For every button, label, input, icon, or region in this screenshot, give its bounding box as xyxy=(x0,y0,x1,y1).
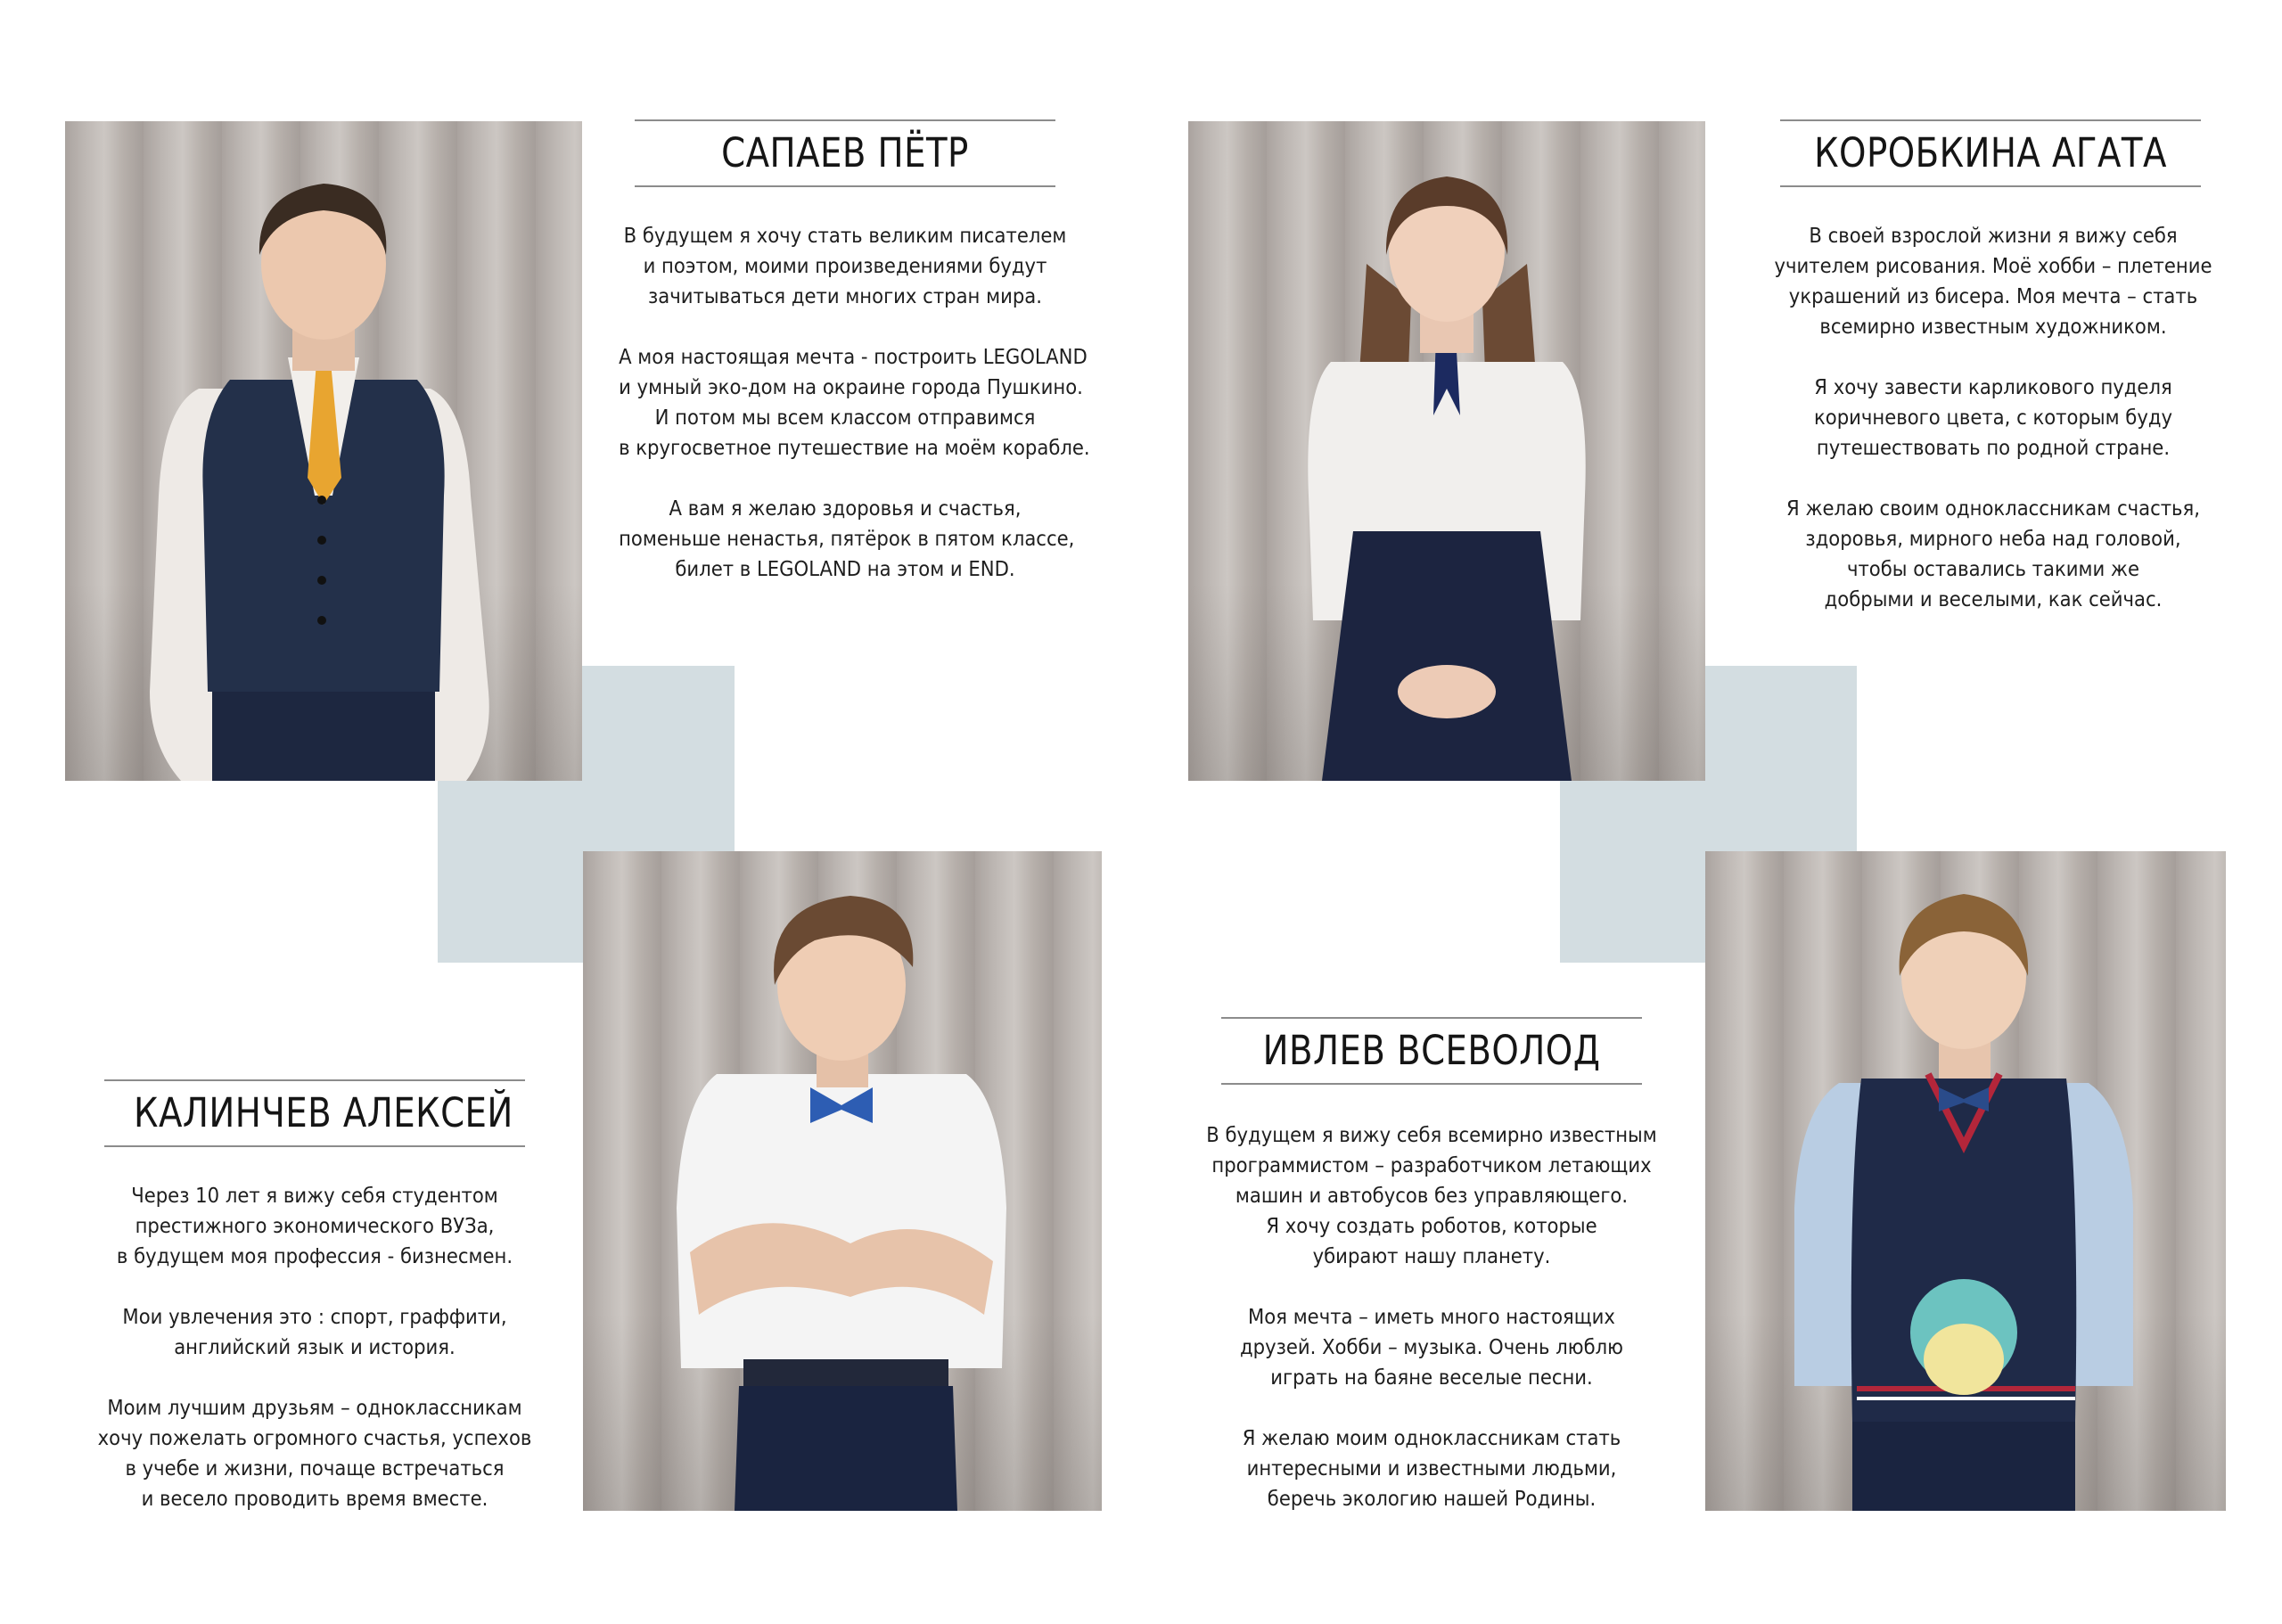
bio-ivlev xyxy=(1186,1120,1678,1545)
bio-line: В будущем я хочу стать великим писателем xyxy=(623,225,1067,248)
bio-line: Я желаю своим одноклассникам счастья, xyxy=(1786,497,2200,521)
bio-line: добрыми и веселыми, как сейчас. xyxy=(1824,588,2163,611)
bio-paragraph xyxy=(88,1302,541,1363)
bio-line: в кругосветное путешествие на моём корабле. xyxy=(619,437,1090,460)
bio-line: Я хочу завести карликового пуделя xyxy=(1814,376,2172,399)
bio-paragraph xyxy=(1767,373,2220,463)
bio-line: Через 10 лет я вижу себя студентом xyxy=(131,1185,498,1208)
bio-line: друзей. Хобби – музыка. Очень люблю xyxy=(1240,1336,1623,1359)
portrait-boy-vest xyxy=(65,121,582,781)
bio-line: поменьше ненастья, пятёрок в пятом классе, xyxy=(619,528,1075,551)
bio-line: в учебе и жизни, почаще встречаться xyxy=(125,1457,505,1480)
bio-line: английский язык и история. xyxy=(174,1336,456,1359)
bio-line: хочу пожелать огромного счастья, успехов xyxy=(97,1427,532,1450)
bio-line: программистом – разработчиком летающих xyxy=(1211,1154,1652,1177)
portrait-boy-toy xyxy=(1705,851,2226,1511)
photo-kalinchev xyxy=(583,851,1102,1511)
photo-korobkina xyxy=(1188,121,1705,781)
bio-line: Мои увлечения это : спорт, граффити, xyxy=(122,1306,507,1329)
bio-paragraph xyxy=(1205,1120,1658,1272)
rule-bottom xyxy=(635,185,1055,187)
bio-line: убирают нашу планету. xyxy=(1312,1245,1551,1268)
bio-line: здоровья, мирного неба над головой, xyxy=(1805,528,2181,551)
bio-line: В будущем я вижу себя всемирно известным xyxy=(1206,1124,1657,1147)
bio-line: Моя мечта – иметь много настоящих xyxy=(1248,1306,1615,1329)
bio-line: всемирно известным художником. xyxy=(1819,316,2167,339)
bio-line: украшений из бисера. Моя мечта – стать xyxy=(1788,285,2198,308)
bio-line: в будущем моя профессия - бизнесмен. xyxy=(116,1245,513,1268)
rule-bottom xyxy=(104,1145,525,1147)
bio-line: В своей взрослой жизни я вижу себя xyxy=(1809,225,2178,248)
bio-line: машин и автобусов без управляющего. xyxy=(1235,1185,1629,1208)
rule-bottom xyxy=(1780,185,2201,187)
bio-line: билет в LEGOLAND на этом и END. xyxy=(675,558,1015,581)
bio-line: Я хочу создать роботов, которые xyxy=(1266,1215,1597,1238)
bio-line: зачитываться дети многих стран мира. xyxy=(648,285,1042,308)
bio-line: и умный эко-дом на окраине города Пушкино. xyxy=(619,376,1083,399)
photo-sapaev xyxy=(65,121,582,781)
bio-line: играть на баяне веселые песни. xyxy=(1270,1366,1593,1390)
bio-line: коричневого цвета, с которым буду xyxy=(1813,406,2173,430)
portrait-boy-bowtie xyxy=(583,851,1102,1511)
rule-bottom xyxy=(1221,1083,1642,1085)
bio-paragraph xyxy=(1205,1423,1658,1514)
bio-line: интересными и известными людьми, xyxy=(1246,1457,1617,1480)
name-block-ivlev xyxy=(1221,1017,1642,1085)
bio-line: беречь экологию нашей Родины. xyxy=(1267,1488,1597,1511)
bio-line: Я желаю моим одноклассникам стать xyxy=(1242,1427,1621,1450)
student-name: КОРОБКИНА АГАТА xyxy=(1814,129,2167,176)
bio-line: и весело проводить время вместе. xyxy=(141,1488,488,1511)
bio-line: А моя настоящая мечта - построить LEGOLAND xyxy=(619,346,1088,369)
bio-line: престижного экономического ВУЗа, xyxy=(135,1215,495,1238)
name-block-kalinchev xyxy=(104,1079,525,1147)
bio-line: И потом мы всем классом отправимся xyxy=(654,406,1036,430)
bio-paragraph xyxy=(1767,494,2220,615)
bio-line: и поэтом, моими произведениями будут xyxy=(643,255,1047,278)
bio-korobkina xyxy=(1747,221,2239,645)
bio-kalinchev xyxy=(69,1181,561,1545)
bio-paragraph xyxy=(88,1393,541,1514)
bio-paragraph xyxy=(619,342,1090,463)
student-name: САПАЕВ ПЁТР xyxy=(721,129,969,176)
bio-line: чтобы оставались такими же xyxy=(1846,558,2140,581)
bio-line: путешествовать по родной стране. xyxy=(1816,437,2171,460)
bio-paragraph xyxy=(88,1181,541,1272)
bio-paragraph xyxy=(619,221,1071,312)
student-name: ИВЛЕВ ВСЕВОЛОД xyxy=(1262,1027,1601,1074)
bio-paragraph xyxy=(619,494,1075,585)
photo-ivlev xyxy=(1705,851,2226,1511)
bio-line: учителем рисования. Моё хобби – плетение xyxy=(1774,255,2212,278)
student-name: КАЛИНЧЕВ АЛЕКСЕЙ xyxy=(134,1089,513,1136)
bio-sapaev xyxy=(599,221,1091,615)
name-block-korobkina xyxy=(1780,119,2201,187)
bio-paragraph xyxy=(1205,1302,1658,1393)
name-block-sapaev xyxy=(635,119,1055,187)
bio-line: Моим лучшим друзьям – одноклассникам xyxy=(107,1397,522,1420)
portrait-girl xyxy=(1188,121,1705,781)
bio-paragraph xyxy=(1767,221,2220,342)
bio-line: А вам я желаю здоровья и счастья, xyxy=(669,497,1022,521)
